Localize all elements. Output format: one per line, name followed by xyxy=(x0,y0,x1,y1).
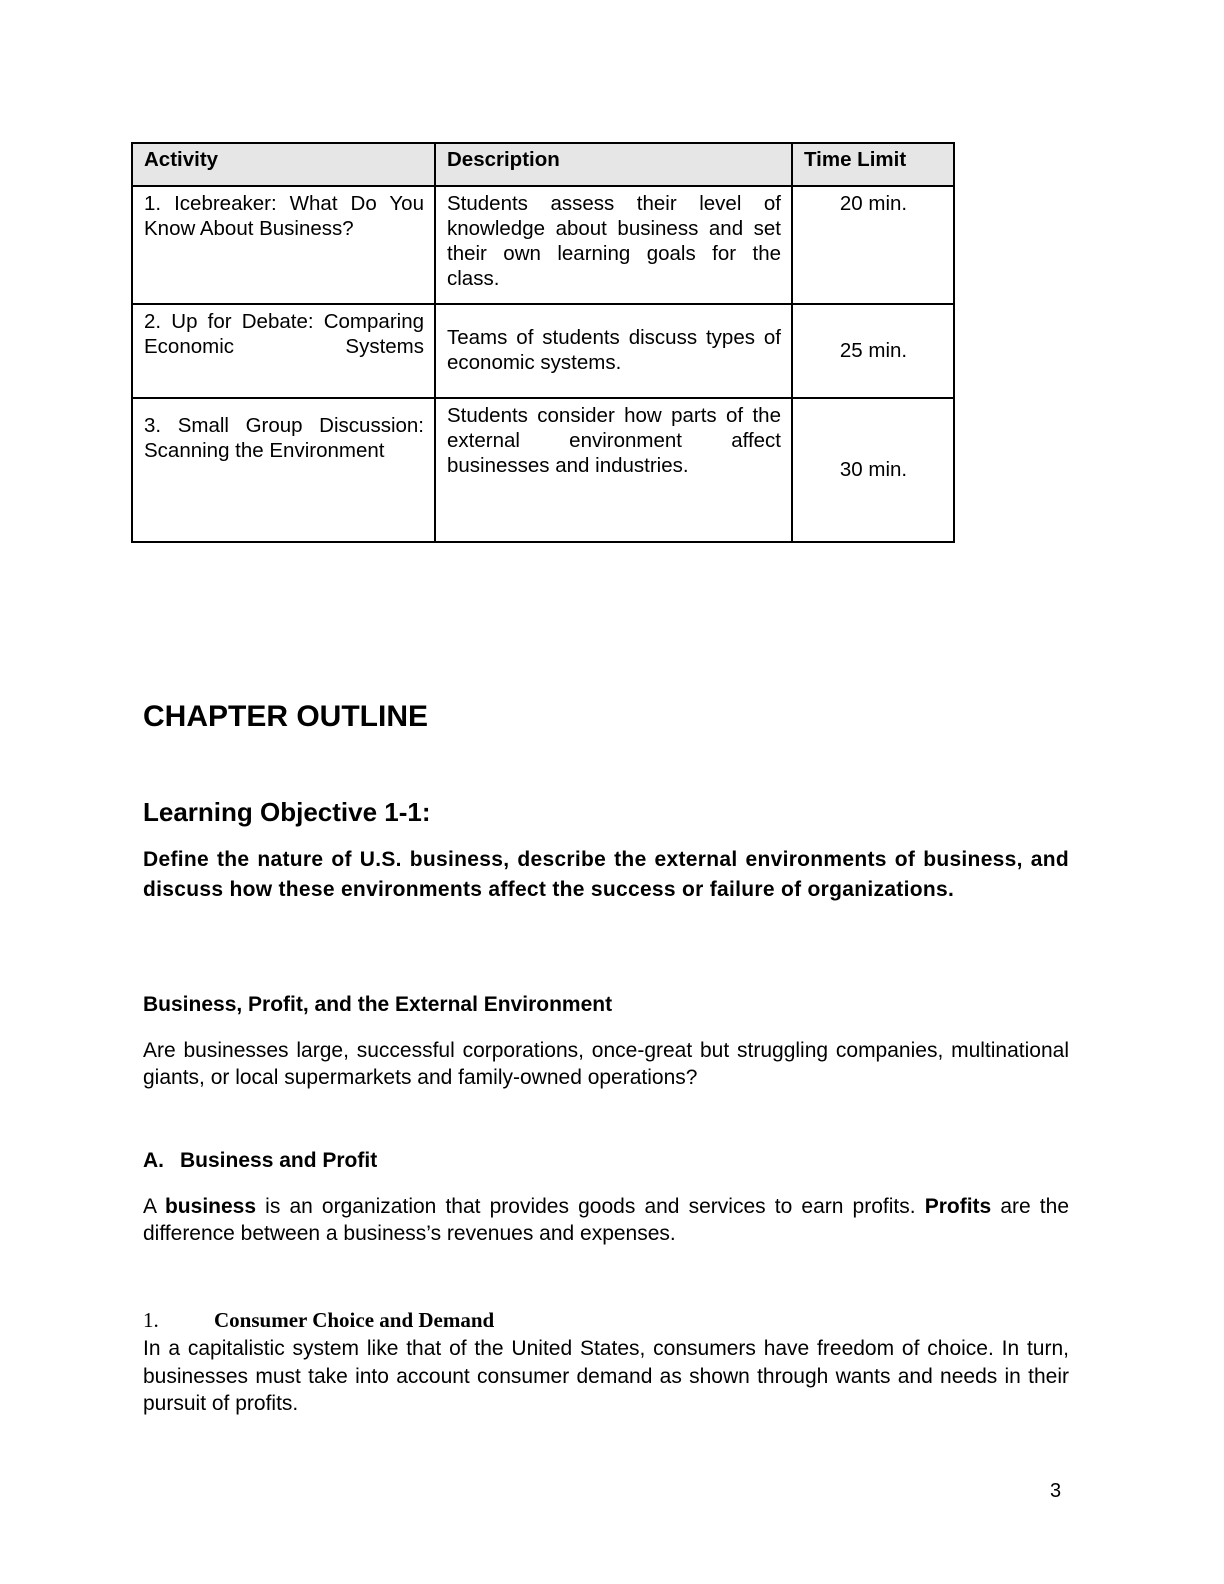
table-row xyxy=(132,186,954,304)
chapter-outline-heading: CHAPTER OUTLINE xyxy=(143,700,428,733)
time-cell: 20 min. xyxy=(792,186,954,304)
description-cell: Teams of students discuss types of economic systems. xyxy=(435,304,792,398)
page-number: 3 xyxy=(1050,1480,1062,1502)
subsection-a-title: Business and Profit xyxy=(180,1149,378,1172)
table-row xyxy=(132,398,954,542)
item-1-number: 1. xyxy=(143,1308,159,1332)
activity-cell: 2. Up for Debate: Comparing Economic Systems xyxy=(132,304,435,398)
header-time-limit: Time Limit xyxy=(792,143,954,186)
term-business: business xyxy=(164,1195,257,1218)
activity-cell: 1. Icebreaker: What Do You Know About Business? xyxy=(132,186,435,304)
activities-table xyxy=(131,142,955,543)
header-description: Description xyxy=(435,143,792,186)
learning-objective-heading: Learning Objective 1-1: xyxy=(143,797,431,827)
section-heading: Business, Profit, and the External Environment xyxy=(143,993,613,1016)
subsection-a-heading xyxy=(143,1149,377,1173)
header-activity: Activity xyxy=(132,143,435,186)
table-header-row xyxy=(132,143,954,186)
table-row xyxy=(132,304,954,398)
description-cell: Students consider how parts of the external environment affect businesses and industries. xyxy=(435,398,792,542)
section-paragraph: Are businesses large, successful corporations, once-great but struggling companies, multinational giants, or local supermarkets and family-owned operations? xyxy=(143,1039,1069,1089)
time-cell: 30 min. xyxy=(792,398,954,542)
subsection-a-number: A. xyxy=(143,1149,164,1172)
time-cell: 25 min. xyxy=(792,304,954,398)
term-profits: Profits xyxy=(924,1195,992,1218)
subsection-a-paragraph: A business is an organization that provides goods and services to earn profits. Profits are the difference between a business’s revenues and expenses. xyxy=(143,1195,1069,1245)
item-1-title: Consumer Choice and Demand xyxy=(214,1308,495,1332)
learning-objective-text: Define the nature of U.S. business, describe the external environments of business, and discuss how these environments affect the success or failure of organizations. xyxy=(143,848,1069,901)
item-1-paragraph: In a capitalistic system like that of the United States, consumers have freedom of choice. In turn, businesses must take into account consumer demand as shown through wants and needs in their pursuit of profits. xyxy=(143,1337,1069,1415)
activity-cell: 3. Small Group Discussion: Scanning the Environment xyxy=(132,398,435,542)
item-1-heading xyxy=(143,1308,494,1333)
description-cell: Students assess their level of knowledge about business and set their own learning goals for the class. xyxy=(435,186,792,304)
